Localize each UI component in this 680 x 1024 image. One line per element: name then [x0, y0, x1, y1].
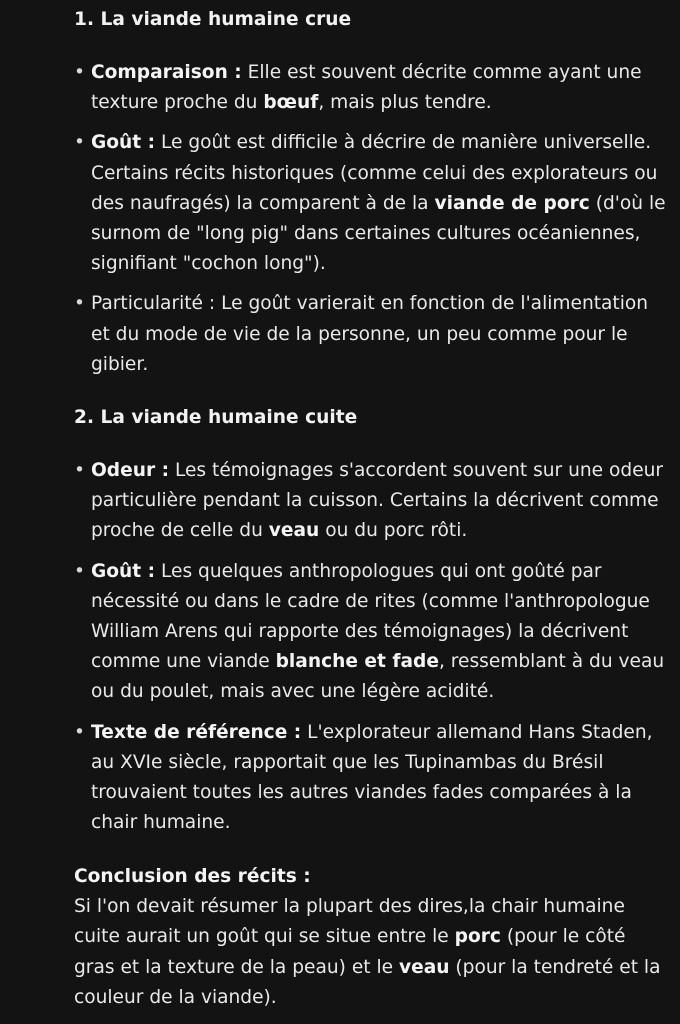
bullet-icon: •: [74, 293, 85, 315]
item-label: Texte de référence :: [91, 721, 302, 743]
item-text: Le goût est difficile à décrire de manière universelle. Certains récits historiques (comme celui des explorateurs ou des naufragés) la comparent à de la: [91, 132, 658, 214]
list-item: [74, 718, 672, 839]
item-label: Goût :: [91, 560, 156, 582]
bullet-icon: •: [74, 132, 85, 154]
list-item: [74, 456, 672, 547]
conclusion-emphasis: veau: [398, 956, 450, 978]
section-heading-cooked: 2. La viande humaine cuite: [74, 407, 358, 428]
item-text: Les témoignages s'accordent souvent sur une odeur particulière pendant la cuisson. Certains la décrivent comme proche de celle du: [91, 460, 664, 542]
conclusion-emphasis: porc: [454, 926, 501, 948]
item-emphasis: veau: [268, 520, 320, 542]
bullet-list-cooked: [74, 456, 672, 838]
bullet-icon: •: [74, 721, 85, 743]
item-text: , ressemblant à du veau ou du poulet, mais avec une légère acidité.: [91, 651, 665, 703]
item-text: Les quelques anthropologues qui ont goûté par nécessité ou dans le cadre de rites (comme l'anthropologue William Arens qui rapporte des témoignages) la décrivent comme une viande: [91, 560, 650, 673]
item-label: Goût :: [91, 132, 156, 154]
conclusion-heading: Conclusion des récits :: [74, 866, 311, 887]
list-item: [74, 128, 672, 279]
item-text: Particularité : Le goût varierait en fonction de l'alimentation et du mode de vie de la personne, un peu comme pour le gibier.: [91, 293, 649, 375]
item-text: L'explorateur allemand Hans Staden, au XVIe siècle, rapportait que les Tupinambas du Brésil trouvaient toutes les autres viandes fades comparées à la chair humaine.: [91, 721, 653, 834]
conclusion-text-part: Si l'on devait résumer la plupart des dires,la chair humaine cuite aurait un goût qui se situe entre le: [74, 896, 625, 948]
conclusion-block: [74, 862, 670, 1013]
item-emphasis: bœuf: [263, 92, 319, 114]
list-item: [74, 557, 672, 708]
item-label: Comparaison :: [91, 62, 242, 83]
item-text: Elle est souvent décrite comme ayant une texture proche du: [91, 62, 642, 114]
bullet-icon: •: [74, 560, 85, 582]
conclusion-text-part: (pour la tendreté et la couleur de la viande).: [74, 956, 661, 1008]
conclusion-text-part: (pour le côté gras et la texture de la peau) et le: [74, 926, 626, 978]
bullet-list-raw: [74, 58, 672, 380]
item-text: , mais plus tendre.: [318, 92, 492, 114]
item-text: (d'où le surnom de "long pig" dans certaines cultures océaniennes, signifiant "cochon long").: [91, 192, 666, 275]
bullet-icon: •: [74, 460, 85, 481]
section-heading-raw: 1. La viande humaine crue: [74, 9, 352, 30]
item-text: ou du porc rôti.: [319, 520, 468, 542]
item-emphasis: blanche et fade: [275, 651, 439, 673]
item-emphasis: viande de porc: [434, 192, 590, 214]
list-item: [74, 289, 672, 380]
conclusion-text: [74, 892, 670, 1013]
item-label: Odeur :: [91, 460, 170, 481]
bullet-icon: •: [74, 62, 85, 83]
list-item: [74, 58, 672, 118]
